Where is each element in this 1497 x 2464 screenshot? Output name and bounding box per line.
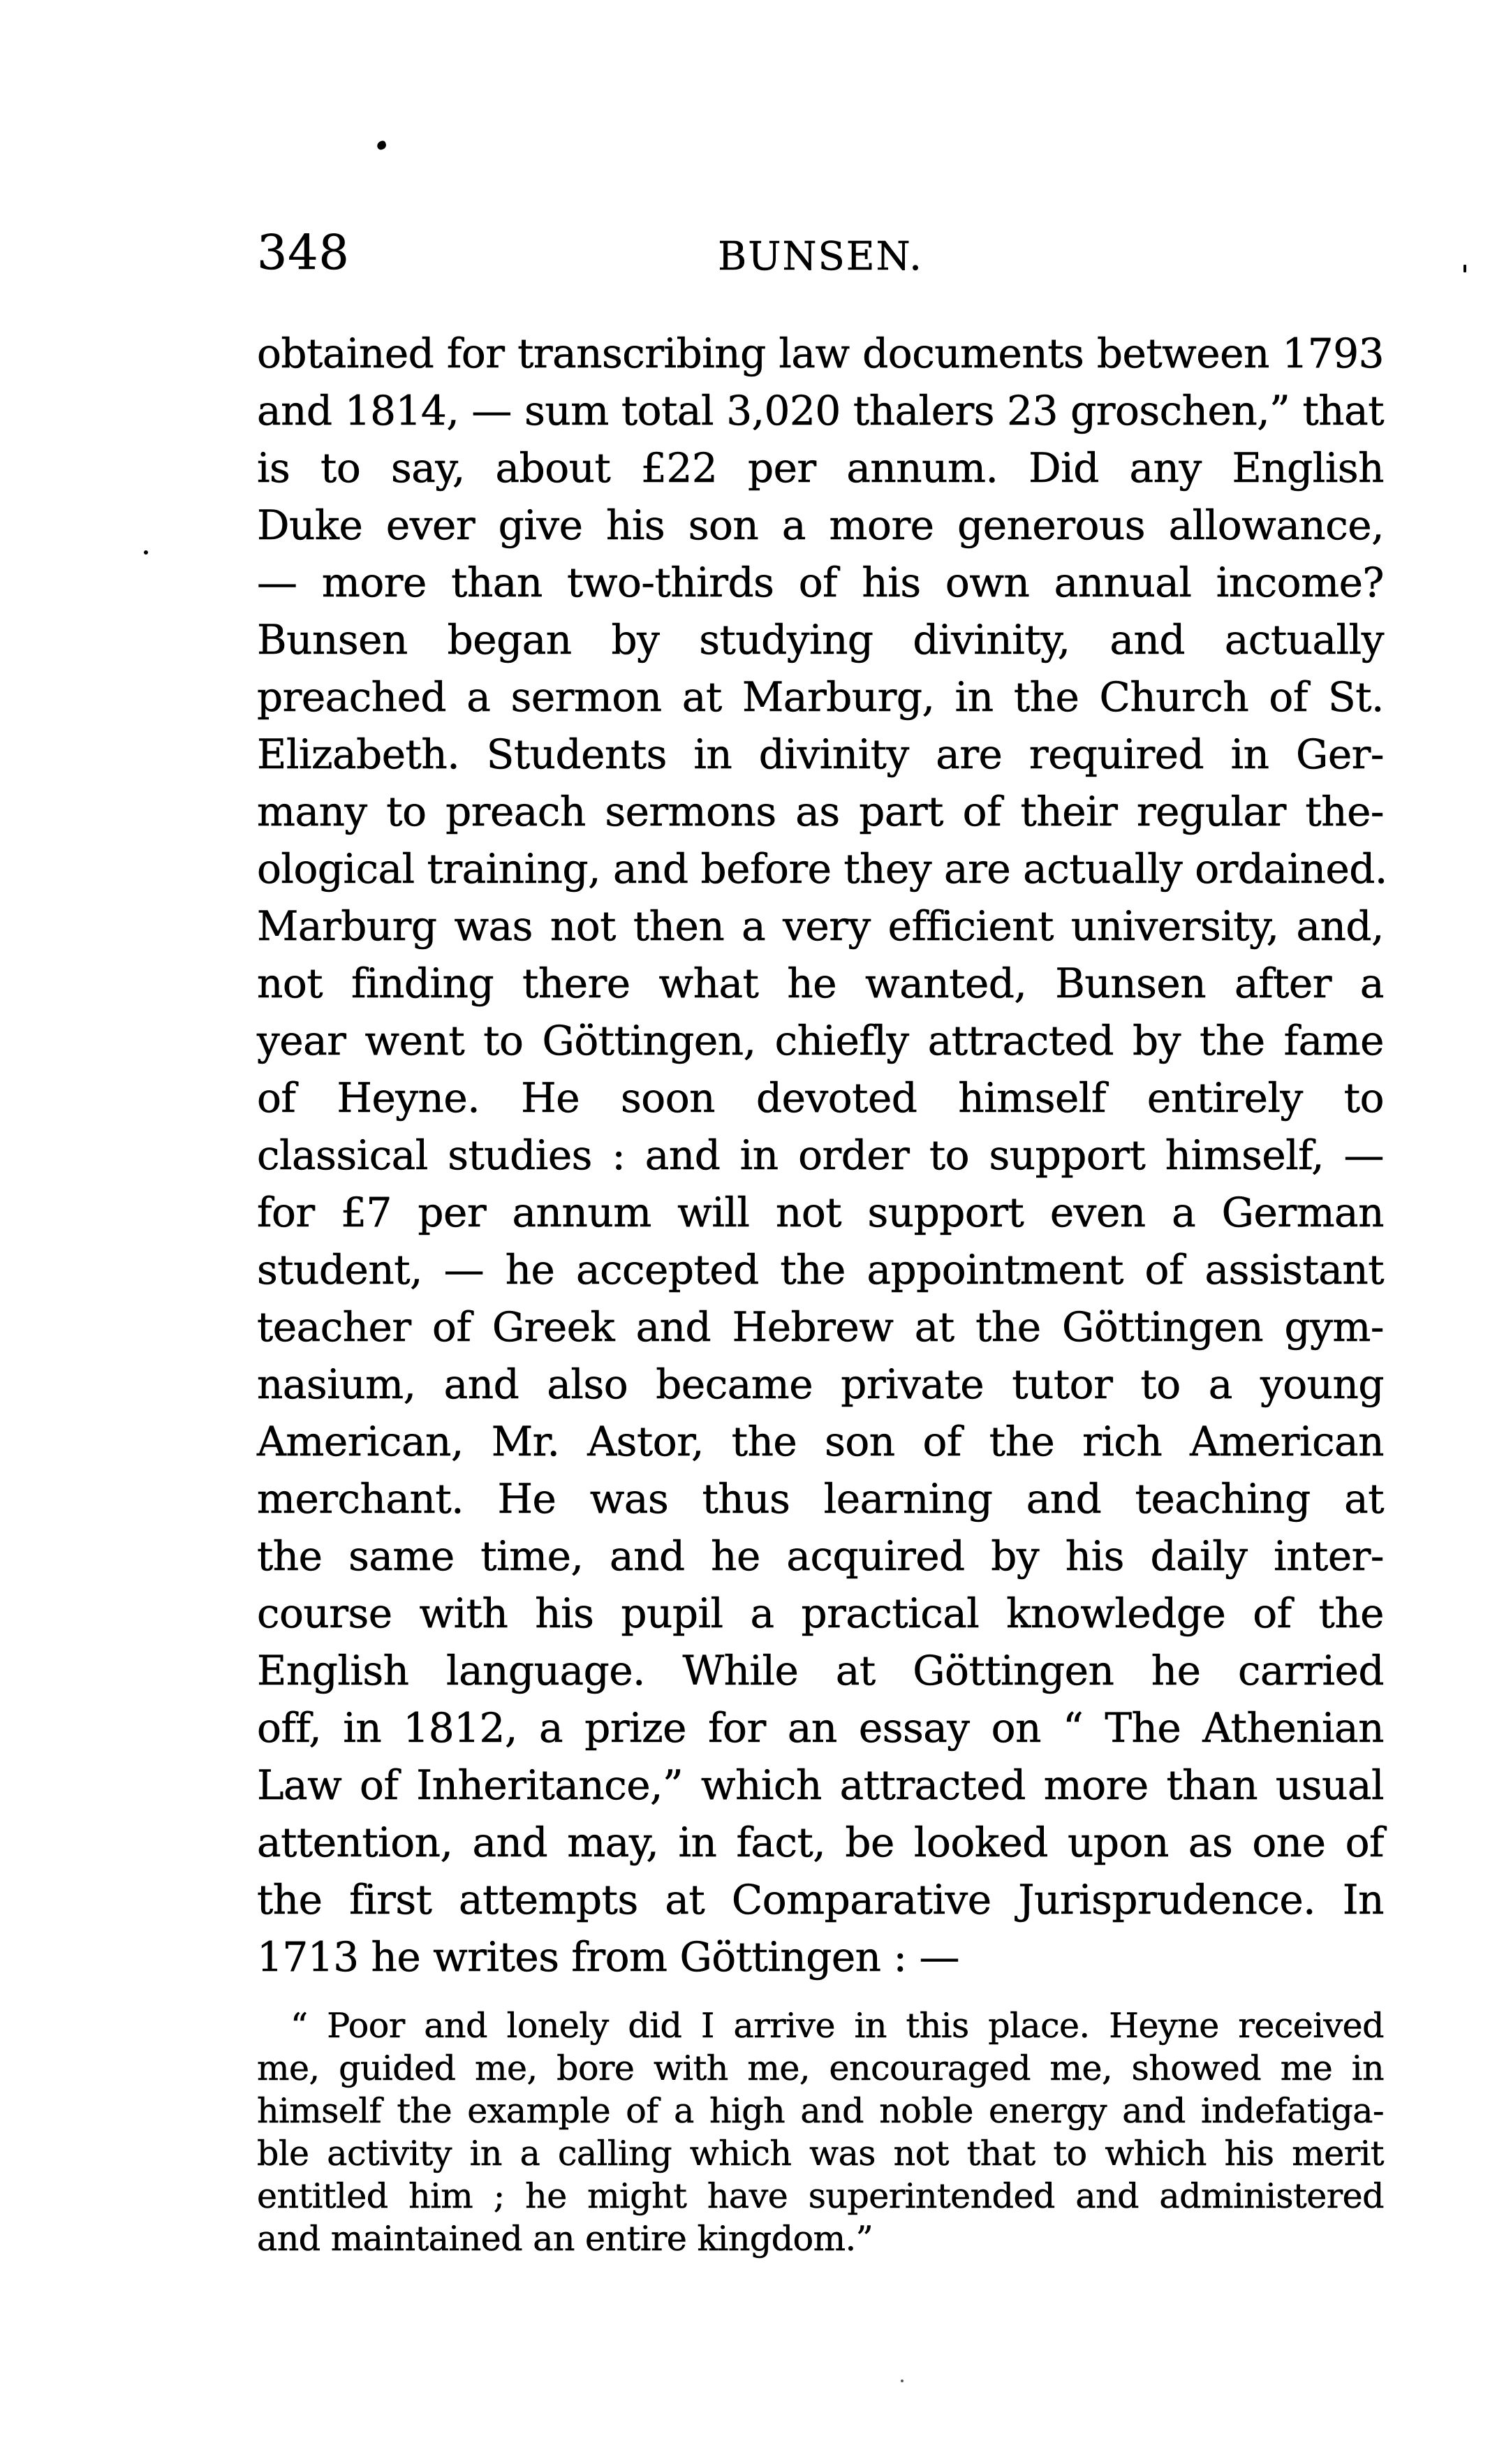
ink-speck-bottom <box>901 2379 904 2382</box>
body-line: 1713 he writes from Göttingen : — <box>257 1933 959 1981</box>
body-line: attention, and may, in fact, be looked upon as one of <box>257 1819 1384 1866</box>
body-line: the same time, and he acquired by his daily inter- <box>257 1532 1384 1580</box>
body-line: Elizabeth. Students in divinity are required in Ger- <box>257 731 1384 778</box>
body-line: classical studies : and in order to support himself, — <box>257 1131 1384 1179</box>
running-header-title: BUNSEN. <box>718 234 923 279</box>
body-line: of Heyne. He soon devoted himself entirely to <box>257 1074 1384 1122</box>
block-quote <box>257 2004 1384 2260</box>
body-line: and 1814, — sum total 3,020 thalers 23 groschen,” that <box>257 387 1384 434</box>
body-line: course with his pupil a practical knowledge of the <box>257 1590 1384 1637</box>
body-line: for £7 per annum will not support even a German <box>257 1189 1384 1236</box>
body-line: — more than two-thirds of his own annual income? <box>257 559 1384 606</box>
body-line: obtained for transcribing law documents between 1793 <box>257 330 1384 377</box>
ink-speck-left-margin <box>144 550 148 555</box>
body-line: Law of Inheritance,” which attracted more than usual <box>257 1761 1384 1809</box>
quote-line: “ Poor and lonely did I arrive in this place. Heyne received <box>290 2006 1384 2046</box>
body-line: is to say, about £22 per annum. Did any English <box>257 444 1384 492</box>
body-line: Marburg was not then a very efficient university, and, <box>257 902 1384 950</box>
body-line: merchant. He was thus learning and teaching at <box>257 1475 1384 1523</box>
quote-line: and maintained an entire kingdom.” <box>257 2219 873 2259</box>
page-number: 348 <box>257 226 350 281</box>
body-line: ological training, and before they are actually ordained. <box>257 845 1387 893</box>
quote-line: himself the example of a high and noble energy and indefatiga- <box>257 2091 1384 2131</box>
body-line: the first attempts at Comparative Jurisprudence. In <box>257 1876 1384 1923</box>
body-line: not finding there what he wanted, Bunsen after a <box>257 960 1384 1007</box>
body-line: preached a sermon at Marburg, in the Church of St. <box>257 673 1384 721</box>
body-line: teacher of Greek and Hebrew at the Göttingen gym- <box>257 1303 1384 1351</box>
quote-line: entitled him ; he might have superintended and administered <box>257 2176 1384 2216</box>
body-line: year went to Göttingen, chiefly attracted by the fame <box>257 1017 1384 1064</box>
body-paragraph <box>257 325 1387 1986</box>
body-line: many to preach sermons as part of their regular the- <box>257 788 1384 835</box>
body-line: off, in 1812, a prize for an essay on “ The Athenian <box>257 1704 1384 1752</box>
body-line: Bunsen began by studying divinity, and actually <box>257 616 1384 663</box>
page-header <box>257 0 1384 293</box>
quote-line: me, guided me, bore with me, encouraged me, showed me in <box>257 2048 1384 2088</box>
body-line: Duke ever give his son a more generous allowance, <box>257 501 1384 549</box>
body-line: student, — he accepted the appointment of assistant <box>257 1246 1384 1293</box>
ink-speck-right-margin <box>1463 265 1466 272</box>
body-line: nasium, and also became private tutor to a young <box>257 1361 1384 1408</box>
body-line: English language. While at Göttingen he carried <box>257 1647 1384 1694</box>
body-line: American, Mr. Astor, the son of the rich American <box>257 1418 1384 1465</box>
quote-line: ble activity in a calling which was not that to which his merit <box>257 2134 1384 2173</box>
